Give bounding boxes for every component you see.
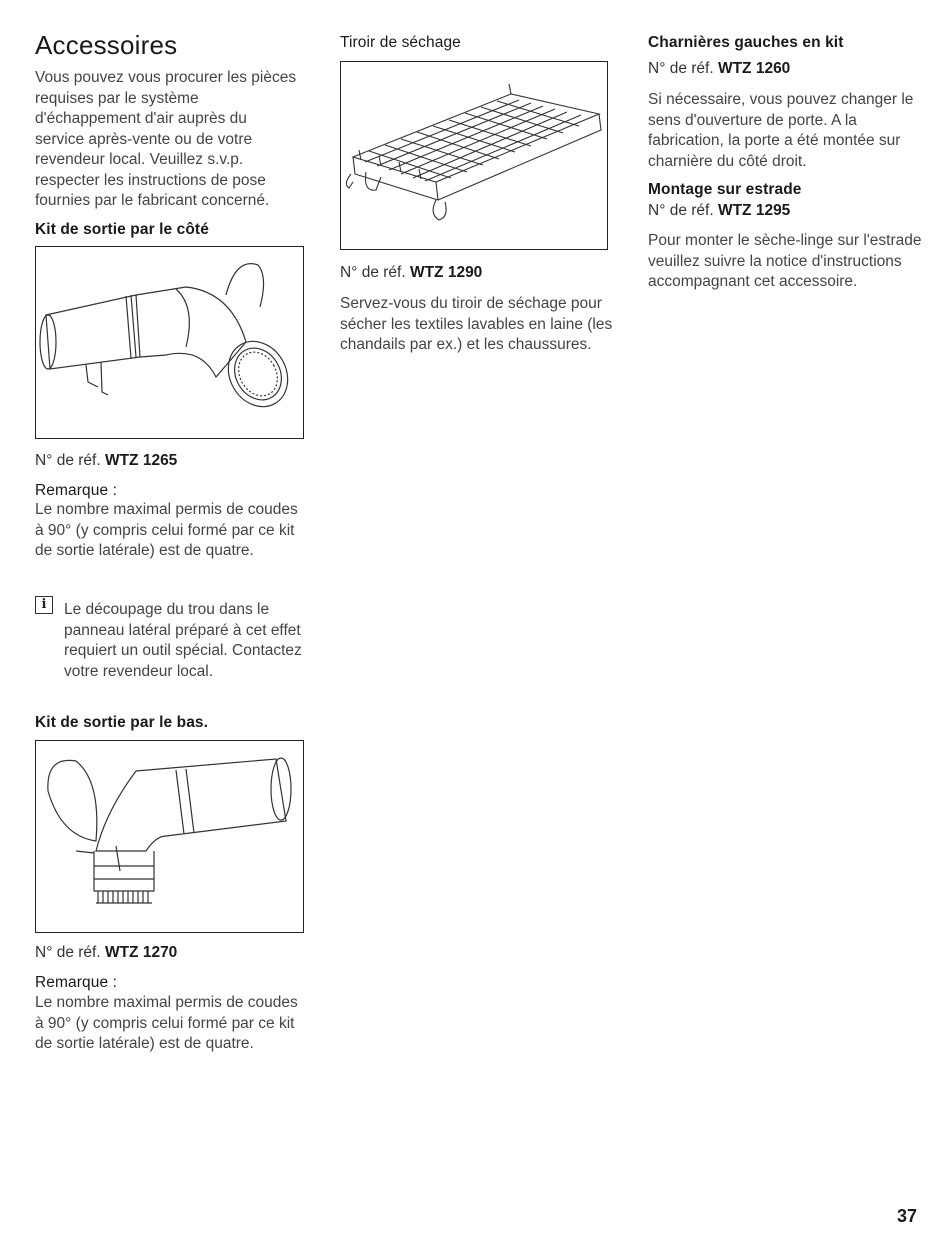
side-kit-note-heading: Remarque : — [35, 482, 117, 499]
platform-ref-prefix: N° de réf. — [648, 202, 714, 219]
side-kit-ref-code: WTZ 1265 — [104, 452, 178, 469]
side-kit-heading: Kit de sortie par le côté — [35, 221, 209, 238]
hinges-heading: Charnières gauches en kit — [648, 34, 844, 51]
bottom-kit-ref-prefix: N° de réf. — [35, 944, 101, 961]
drying-rack-illustration — [341, 62, 607, 249]
hinges-ref-prefix: N° de réf. — [648, 60, 714, 77]
bottom-exhaust-elbow-illustration — [36, 741, 303, 932]
drying-rack-text: Servez-vous du tiroir de séchage pour sécher les textiles lavables en laine (les chandails par ex.) et les chaussures. — [340, 295, 613, 353]
bottom-kit-note-text: Le nombre maximal permis de coudes à 90° (y compris celui formé par ce kit de sortie latérale) est de quatre. — [35, 994, 298, 1052]
side-kit-note-text: Le nombre maximal permis de coudes à 90° (y compris celui formé par ce kit de sortie latérale) est de quatre. — [35, 501, 298, 559]
platform-text: Pour monter le sèche-linge sur l'estrade veuillez suivre la notice d'instructions accompagnant cet accessoire. — [648, 232, 922, 290]
drying-rack-ref — [340, 264, 482, 282]
info-icon: i — [35, 596, 53, 614]
bottom-exhaust-kit-figure — [35, 740, 304, 933]
hinges-ref — [648, 60, 790, 78]
drying-rack-heading: Tiroir de séchage — [340, 34, 461, 51]
platform-ref — [648, 202, 790, 220]
page-number: 37 — [896, 1206, 917, 1226]
drying-rack-figure — [340, 61, 608, 250]
side-exhaust-elbow-illustration — [36, 247, 303, 438]
side-kit-ref — [35, 452, 177, 470]
bottom-kit-ref-code: WTZ 1270 — [104, 944, 178, 961]
platform-ref-code: WTZ 1295 — [717, 202, 791, 219]
intro-text: Vous pouvez vous procurer les pièces requises par le système d'échappement d'air auprès du service après-vente ou de votre revendeur local. Veuillez s.v.p. respecter les instructions de pose fournies par le fabricant concerné. — [35, 69, 297, 209]
platform-heading: Montage sur estrade — [648, 181, 802, 198]
drying-rack-ref-prefix: N° de réf. — [340, 264, 406, 281]
bottom-kit-heading: Kit de sortie par le bas. — [35, 714, 209, 731]
drying-rack-ref-code: WTZ 1290 — [409, 264, 483, 281]
page-title: Accessoires — [35, 30, 178, 60]
side-exhaust-kit-figure — [35, 246, 304, 439]
bottom-kit-ref — [35, 944, 177, 962]
side-kit-info-text: Le découpage du trou dans le panneau latéral préparé à cet effet requiert un outil spécial. Contactez votre revendeur local. — [64, 601, 302, 680]
side-kit-ref-prefix: N° de réf. — [35, 452, 101, 469]
hinges-ref-code: WTZ 1260 — [717, 60, 791, 77]
hinges-text: Si nécessaire, vous pouvez changer le sens d'ouverture de porte. A la fabrication, la porte a été montée sur charnière du côté droit. — [648, 91, 914, 170]
bottom-kit-note-heading: Remarque : — [35, 974, 117, 991]
